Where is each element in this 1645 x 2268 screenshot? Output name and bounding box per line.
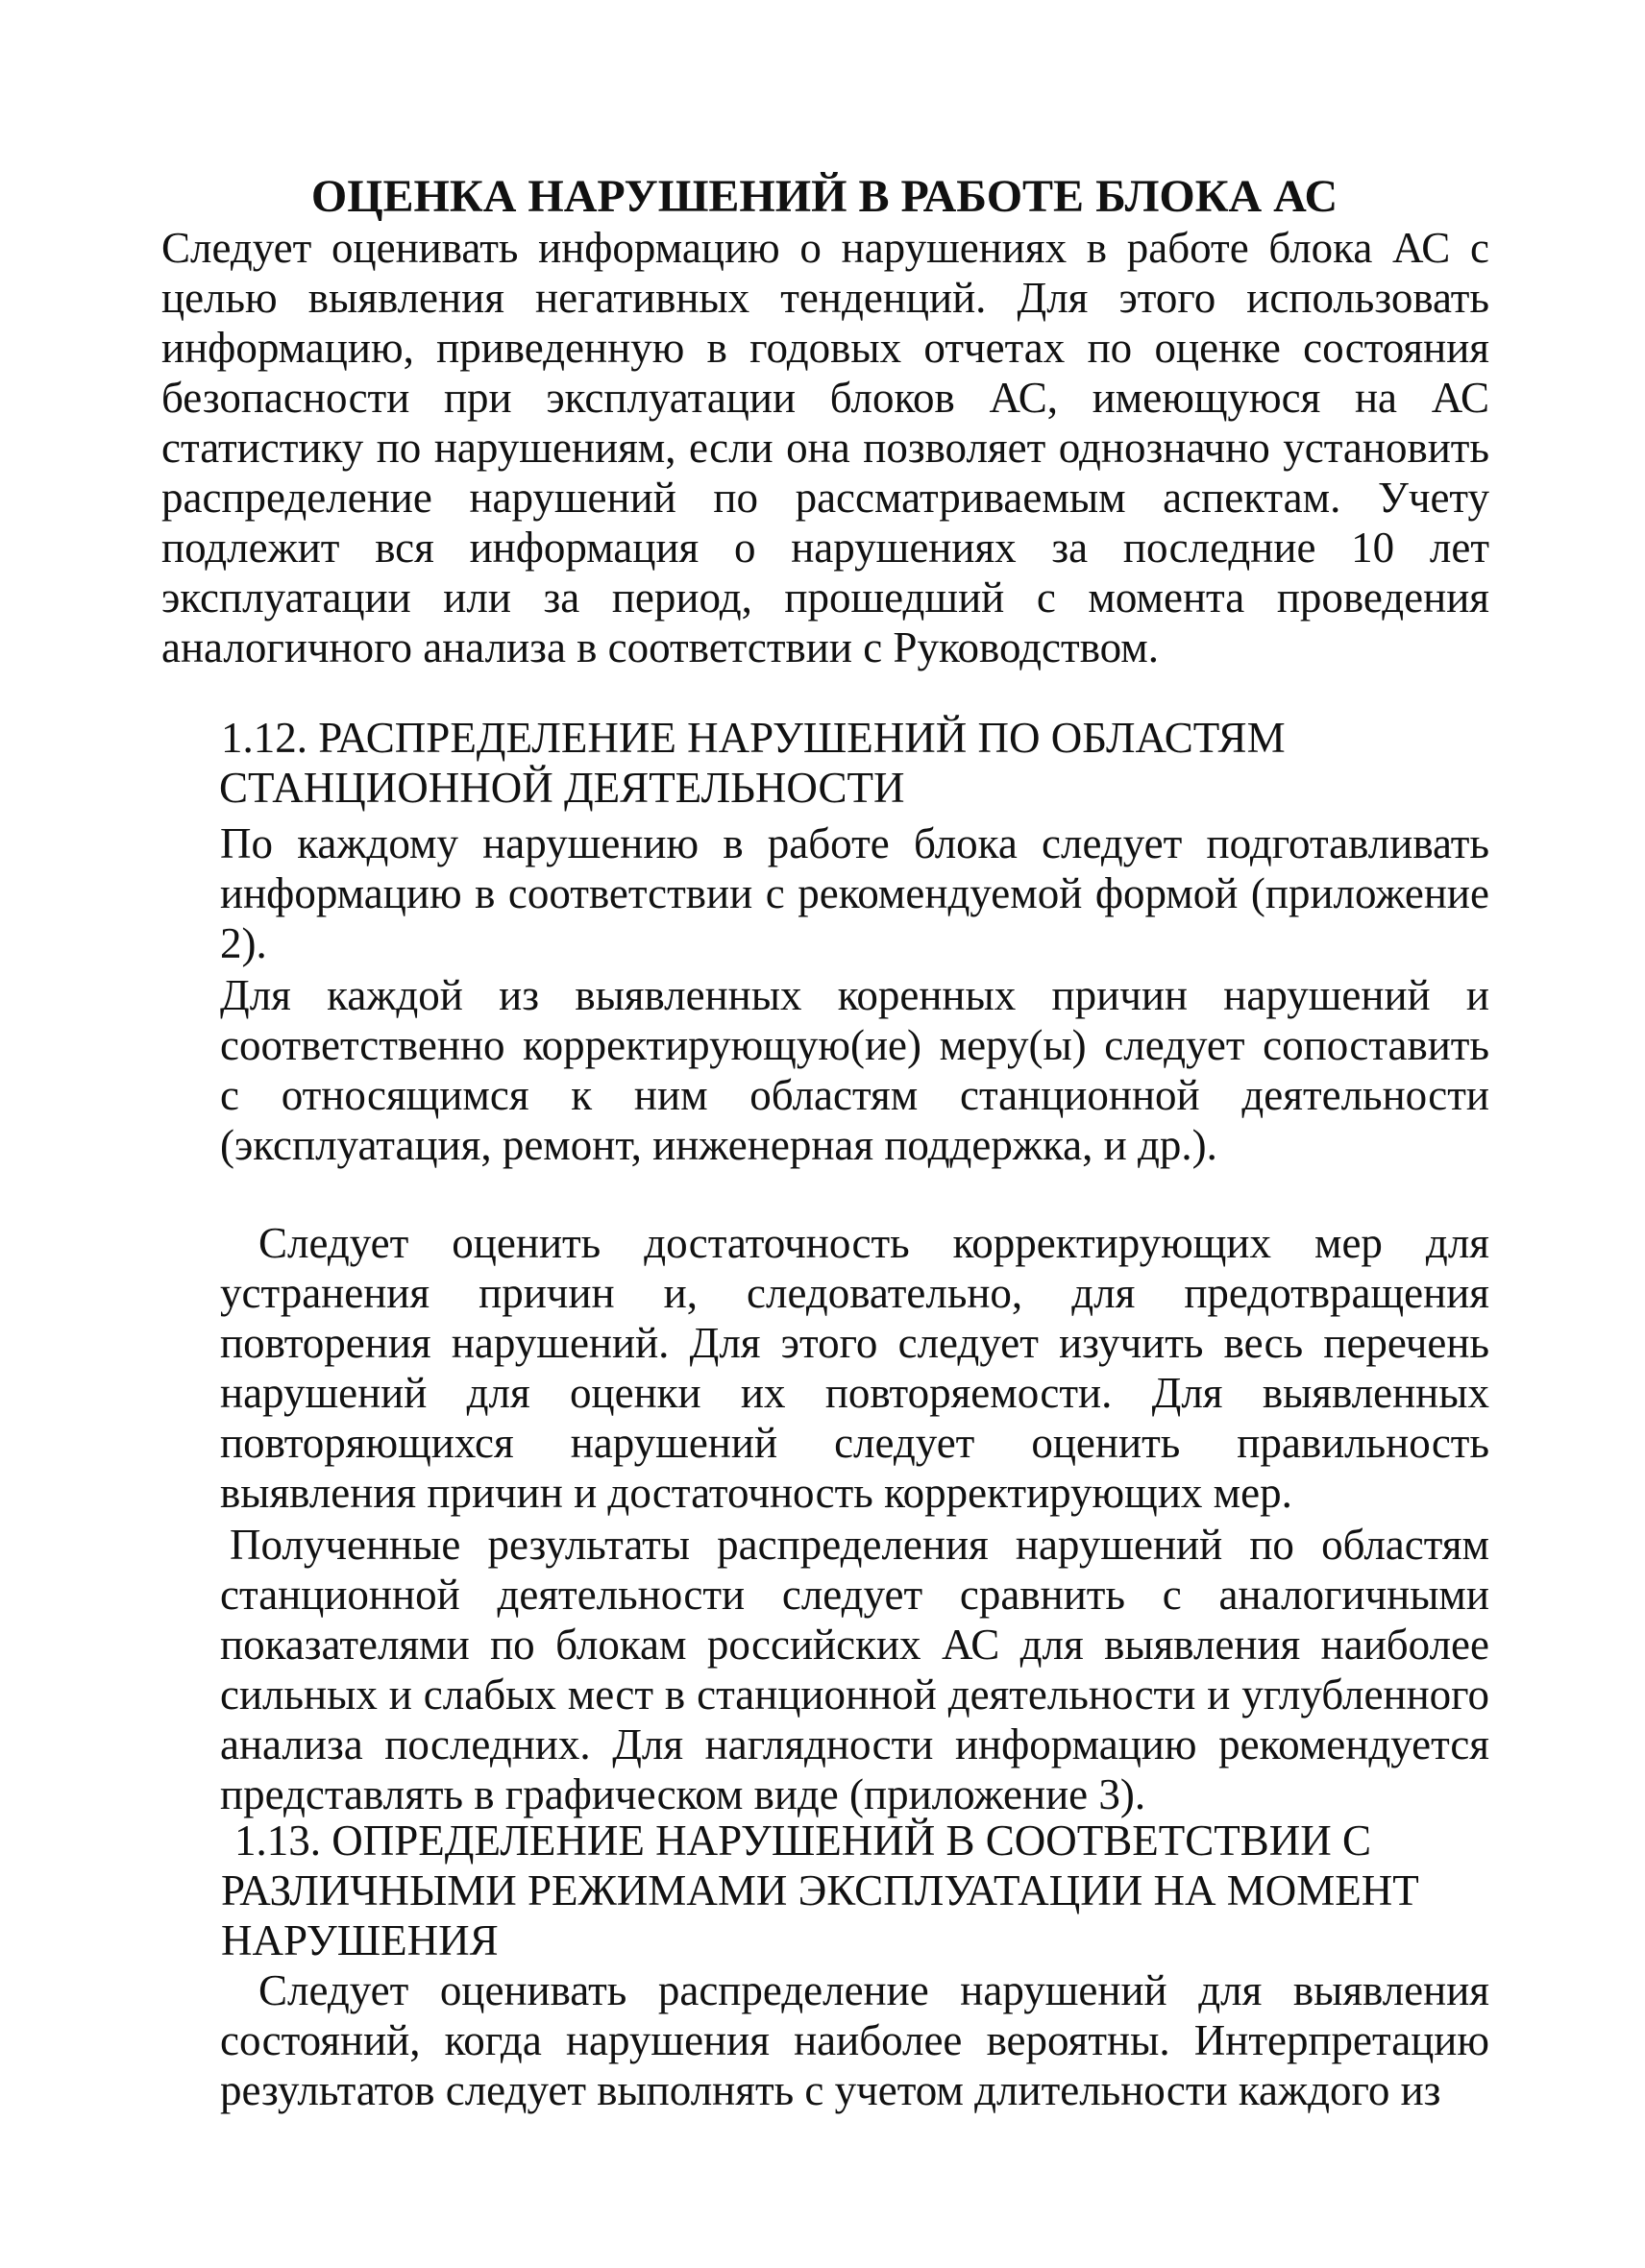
section-1-12-paragraph-4: Полученные результаты распределения нарушений по областям станционной деятельности следует сравнить с аналогичными показателями по блокам российских АС для выявления наиболее сильных и слабых мест в станционной деятельности и углубленного анализа последних. Для наглядности информацию рекомендуется представлять в графическом виде (приложение 3). (220, 1521, 1489, 1818)
section-1-13-heading-line1: ОПРЕДЕЛЕНИЕ НАРУШЕНИЙ В СООТВЕТСТВИИ С (331, 1817, 1372, 1865)
section-1-12-heading (221, 713, 1489, 813)
section-1-12-heading-line2: СТАНЦИОННОЙ ДЕЯТЕЛЬНОСТИ (219, 764, 905, 812)
section-1-12-number: 1.12. (221, 714, 307, 762)
section-1-12-paragraph-3: Следует оценить достаточность корректирующих мер для устранения причин и, следовательно, для предотвращения повторения нарушений. Для этого следует изучить весь перечень нарушений для оценки их повторяемости. Для выявленных повторяющихся нарушений следует оценить правильность выявления причин и достаточность корректирующих мер. (220, 1219, 1489, 1517)
section-1-12-paragraph-2: Для каждой из выявленных коренных причин нарушений и соответственно корректирующую(ие) меру(ы) следует сопоставить с относящимся к ним областям станционной деятельности (эксплуатация, ремонт, инженерная поддержка, и др.). (220, 971, 1489, 1169)
section-1-13-heading-line3: НАРУШЕНИЯ (221, 1916, 499, 1964)
document-title: ОЦЕНКА НАРУШЕНИЙ В РАБОТЕ БЛОКА АС (310, 171, 1338, 222)
section-1-12-heading-line1: РАСПРЕДЕЛЕНИЕ НАРУШЕНИЙ ПО ОБЛАСТЯМ (318, 714, 1286, 762)
section-1-13-paragraph-1: Следует оценивать распределение нарушений для выявления состояний, когда нарушения наиболее вероятны. Интерпретацию результатов следует выполнять с учетом длительности каждого из (220, 1966, 1489, 2114)
section-1-12-paragraph-1: По каждому нарушению в работе блока следует подготавливать информацию в соответствии с рекомендуемой формой (приложение 2). (220, 819, 1489, 967)
section-1-13-number: 1.13. (234, 1817, 321, 1865)
intro-paragraph: Следует оценивать информацию о нарушениях в работе блока АС с целью выявления негативных тенденций. Для этого использовать информацию, приведенную в годовых отчетах по оценке состояния безопасности при эксплуатации блоков АС, имеющуюся на АС статистику по нарушениям, если она позволяет однозначно установить распределение нарушений по рассматриваемым аспектам. Учету подлежит вся информация о нарушениях за последние 10 лет эксплуатации или за период, прошедший с момента проведения аналогичного анализа в соответствии с Руководством. (161, 224, 1489, 671)
section-1-13-heading (221, 1816, 1489, 1965)
section-1-13-heading-line2: РАЗЛИЧНЫМИ РЕЖИМАМИ ЭКСПЛУАТАЦИИ НА МОМЕНТ (221, 1866, 1419, 1914)
